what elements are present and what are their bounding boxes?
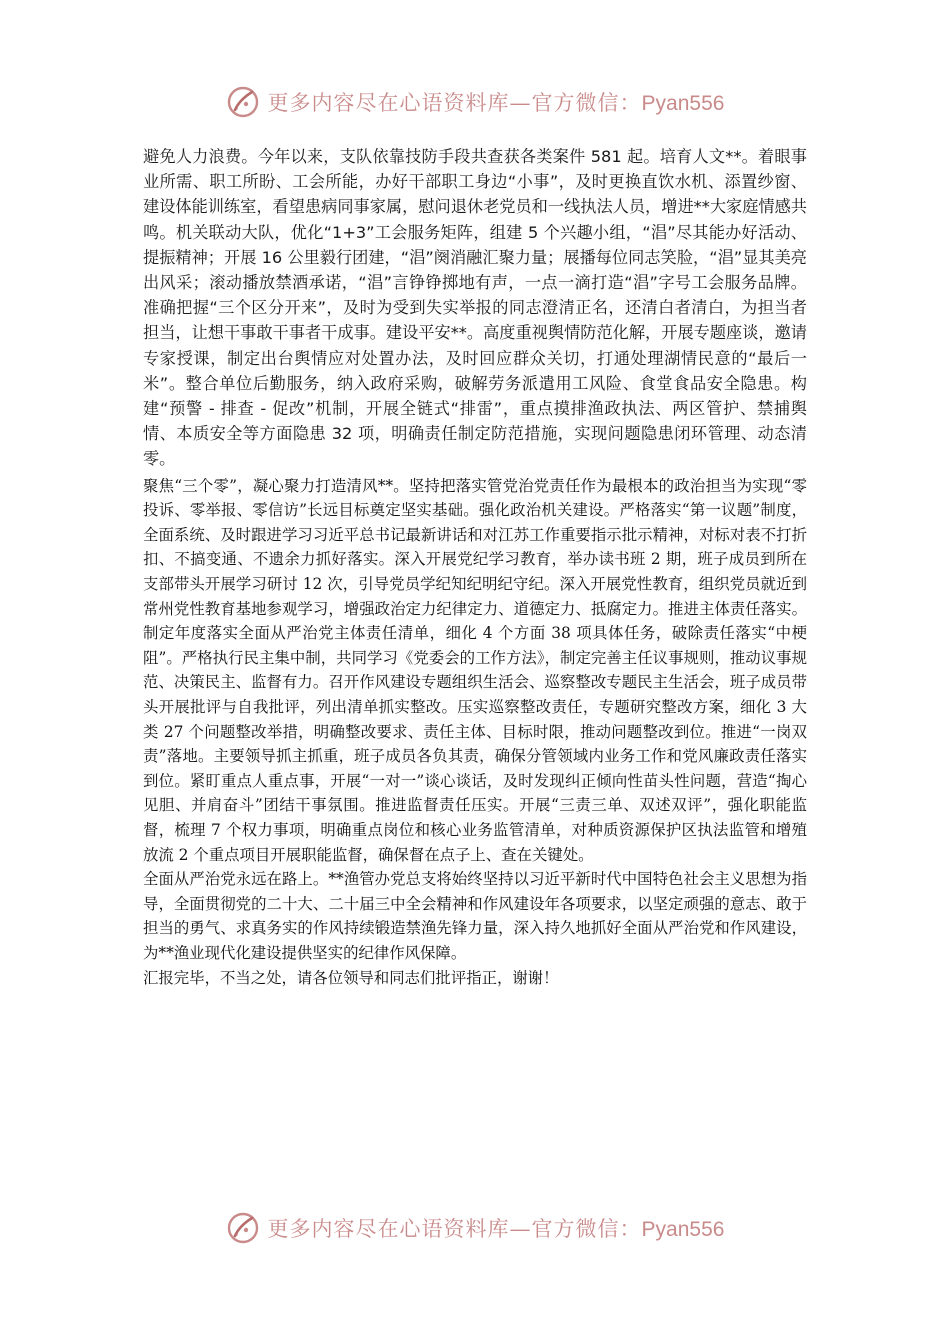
watermark-handle: Pyan556 [641,1218,725,1241]
paragraph-conclusion: 全面从严治党永远在路上。**渔管办党总支将始终坚持以习近平新时代中国特色社会主义思想为指导，全面贯彻党的二十大、二十届三中全会精神和作风建设年各项要求，以坚定顽强的意志、敢于担当的勇气、求真务实的作风持续锻造禁渔先锋力量，深入持久地抓好全面从严治党和作风建设，为**渔业现代化建设提供坚实的纪律作风保障。 [143,870,807,962]
watermark-label: 更多内容尽在心语资料库—官方微信： [267,1217,642,1241]
brush-logo-icon [226,85,260,119]
watermark-text [268,1213,725,1243]
watermark-label: 更多内容尽在心语资料库—官方微信： [267,91,642,115]
watermark-text [268,87,725,117]
paragraph-culture-safety: 避免人力浪费。今年以来，支队依靠技防手段共查获各类案件 581 起。培育人文**。着眼事业所需、职工所盼、工会所能，办好干部职工身边“小事”，及时更换直饮水机、添置纱窗、建设体能训练室，看望患病同事家属，慰问退休老党员和一线执法人员，增进**大家庭情感共鸣。机关联动大队，优化“1+3”工会服务矩阵，组建 5 个兴趣小组，“淐”尽其能办好活动、提振精神；开展 16 公里毅行团建，“淐”阕消融汇聚力量；展播每位同志笑脸，“淐”显其美亮出风采；滚动播放禁酒承诺，“淐”言铮铮掷地有声，一点一滴打造“淐”字号工会服务品牌。准确把握“三个区分开来”，及时为受到失实举报的同志澄清正名，还清白者清白，为担当者担当，让想干事敢干事者干成事。建设平安**。高度重视舆情防范化解，开展专题座谈，邀请专家授课，制定出台舆情应对处置办法，及时回应群众关切，打通处理湖情民意的“最后一米”。整合单位后勤服务，纳入政府采购，破解劳务派遣用工风险、食堂食品安全隐患。构建“预警 - 排查 - 促改”机制，开展全链式“排雷”，重点摸排渔政执法、两区管护、禁捕舆情、本质安全等方面隐患 32 项，明确责任制定防范措施，实现问题隐患闭环管理、动态清零。 [143,147,807,469]
document-body [143,144,807,990]
paragraph-closing: 汇报完毕，不当之处，请各位领导和同志们批评指正，谢谢！ [143,968,559,987]
watermark-handle: Pyan556 [641,92,725,115]
brush-logo-icon [226,1211,260,1245]
paragraph-clean-governance: 聚焦“三个零”，凝心聚力打造清风**。坚持把落实管党治党责任作为最根本的政治担当为实现“零投诉、零举报、零信访”长远目标奠定坚实基础。强化政治机关建设。严格落实“第一议题”制度，全面系统、及时跟进学习习近平总书记最新讲话和对江苏工作重要指示批示精神，对标对表不打折扣、不搞变通、不遗余力抓好落实。深入开展党纪学习教育，举办读书班 2 期，班子成员到所在支部带头开展学习研讨 12 次，引导党员学纪知纪明纪守纪。深入开展党性教育，组织党员就近到常州党性教育基地参观学习，增强政治定力纪律定力、道德定力、抵腐定力。推进主体责任落实。制定年度落实全面从严治党主体责任清单，细化 4 个方面 38 项具体任务，破除责任落实“中梗阻”。严格执行民主集中制，共同学习《党委会的工作方法》，制定完善主任议事规则，推动议事规范、决策民主、监督有力。召开作风建设专题组织生活会、巡察整改专题民主生活会，班子成员带头开展批评与自我批评，列出清单抓实整改。压实巡察整改责任，专题研究整改方案，细化 3 大类 27 个问题整改举措，明确整改要求、责任主体、目标时限，推动问题整改到位。推进“一岗双责”落地。主要领导抓主抓重，班子成员各负其责，确保分管领域内业务工作和党风廉政责任落实到位。紧盯重点人重点事，开展“一对一”谈心谈话，及时发现纠正倾向性苗头性问题，营造“掏心见胆、并肩奋斗”团结干事氛围。推进监督责任压实。开展“三责三单、双述双评”，强化职能监督，梳理 7 个权力事项，明确重点岗位和核心业务监管清单，对种质资源保护区执法监管和增殖放流 2 个重点项目开展职能监督，确保督在点子上、查在关键处。 [143,476,807,864]
footer-watermark [0,1208,950,1248]
header-watermark [0,82,950,122]
